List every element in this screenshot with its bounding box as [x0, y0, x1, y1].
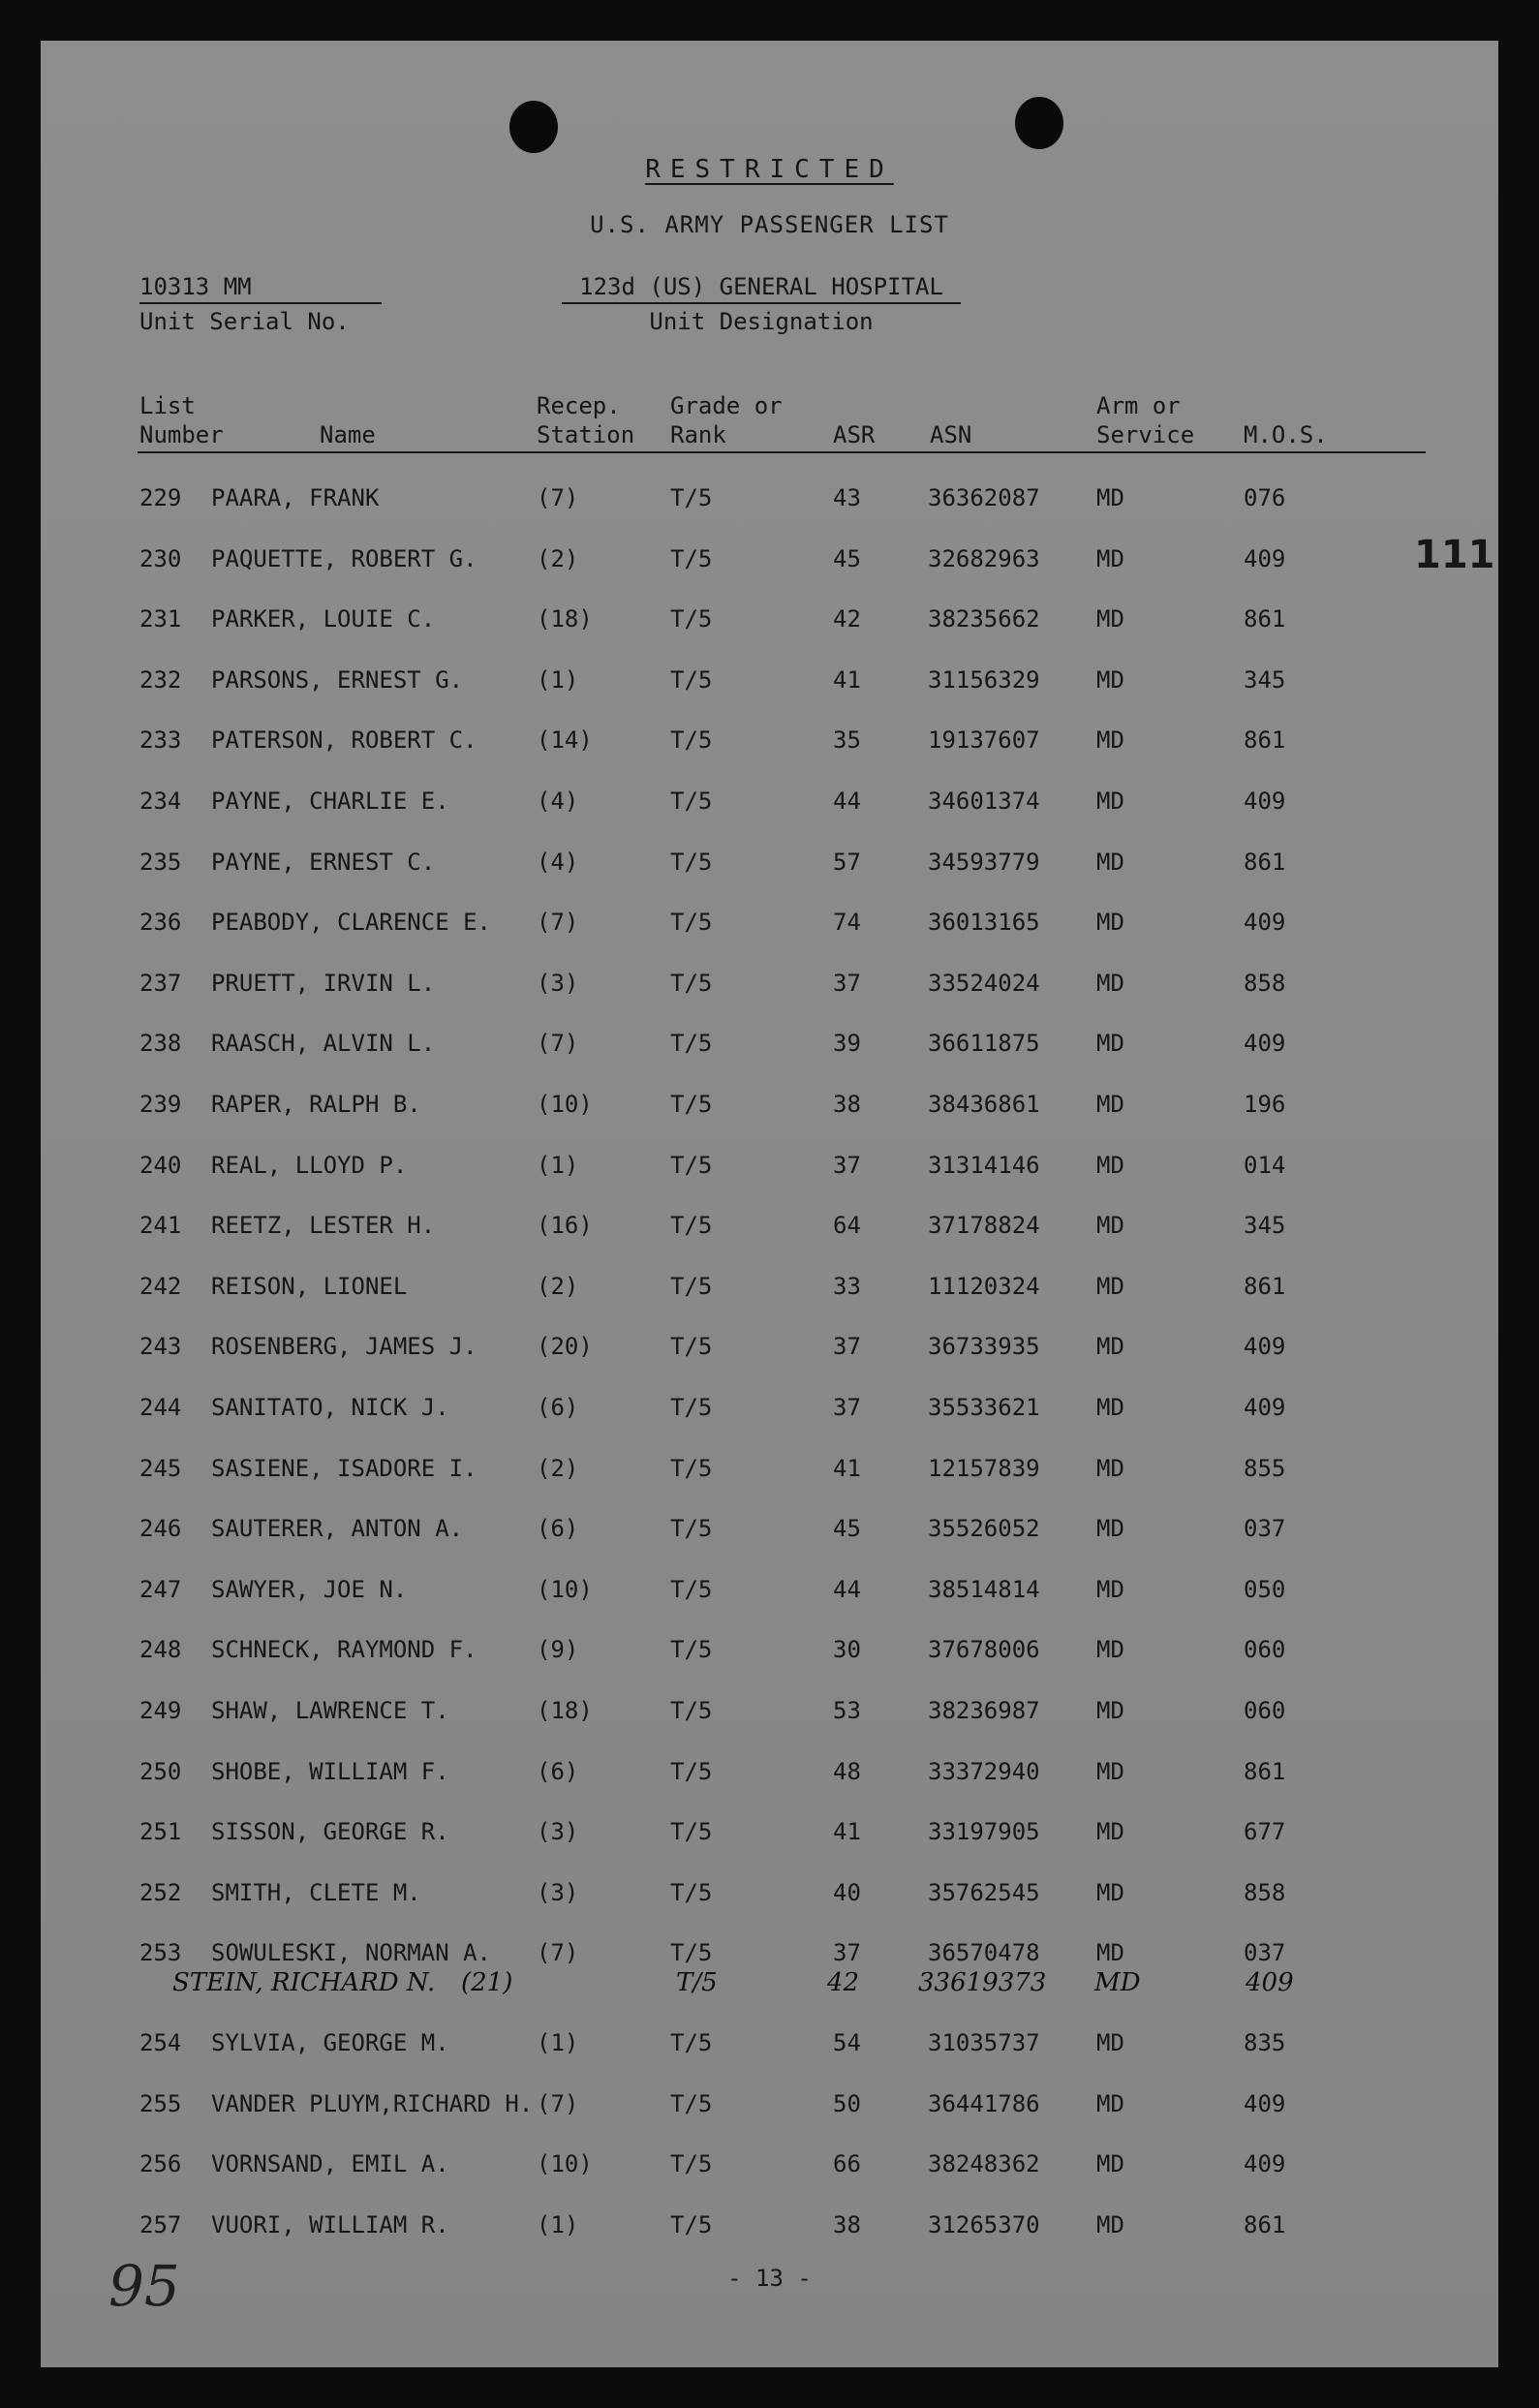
page-number: - 13 - [727, 2265, 812, 2292]
table-row [41, 2029, 1498, 2064]
cell-passenger-name: PRUETT, IRVIN L. [211, 970, 436, 997]
cell-asn: 36362087 [928, 484, 1040, 511]
cell-arm-service: MD [1096, 1091, 1124, 1118]
cell-asn: 36570478 [928, 1939, 1040, 1966]
table-row [41, 1394, 1498, 1429]
unit-designation-label: Unit Designation [649, 308, 874, 335]
cell-mos: 677 [1244, 1818, 1286, 1845]
table-row [41, 2090, 1498, 2125]
cell-passenger-name: PAQUETTE, ROBERT G. [211, 545, 477, 572]
cell-recep-station: (1) [537, 1152, 579, 1179]
cell-asn: 11120324 [928, 1273, 1040, 1300]
cell-mos: 060 [1244, 1697, 1286, 1724]
column-header-asr: ASR [833, 421, 876, 448]
cell-passenger-name: SHAW, LAWRENCE T. [211, 1697, 449, 1724]
cell-grade: T/5 [670, 2150, 713, 2177]
column-header-recep-station: Recep. Station [537, 392, 635, 448]
table-row [41, 2150, 1498, 2185]
cell-list-number: 253 [139, 1939, 182, 1966]
cell-arm-service: MD [1096, 1818, 1124, 1845]
cell-passenger-name: VUORI, WILLIAM R. [211, 2211, 449, 2238]
cell-mos: 345 [1244, 1212, 1286, 1239]
cell-asr: 42 [833, 605, 861, 633]
cell-recep-station: (1) [537, 666, 579, 694]
table-row [41, 1576, 1498, 1611]
cell-grade: T/5 [670, 726, 713, 754]
cell-asr: 53 [833, 1697, 861, 1724]
unit-serial-value: 10313 MM [139, 273, 382, 304]
cell-arm-service: MD [1096, 909, 1124, 936]
cell-mos: 050 [1244, 1576, 1286, 1603]
cell-passenger-name: PAYNE, CHARLIE E. [211, 787, 449, 815]
cell-asn: 35533621 [928, 1394, 1040, 1421]
cell-arm-service: MD [1096, 2211, 1124, 2238]
cell-asr: 43 [833, 484, 861, 511]
cell-asr: 64 [833, 1212, 861, 1239]
handwritten-entry [41, 1968, 1498, 2007]
cell-asn: 35526052 [928, 1515, 1040, 1542]
cell-asr: 66 [833, 2150, 861, 2177]
cell-grade: T/5 [670, 1273, 713, 1300]
cell-arm-service: MD [1096, 1030, 1124, 1057]
handwritten-asr: 42 [827, 1968, 860, 1997]
cell-asr: 37 [833, 1152, 861, 1179]
cell-recep-station: (1) [537, 2029, 579, 2056]
cell-grade: T/5 [670, 1515, 713, 1542]
cell-arm-service: MD [1096, 605, 1124, 633]
table-row [41, 1515, 1498, 1550]
cell-arm-service: MD [1096, 970, 1124, 997]
cell-recep-station: (7) [537, 2090, 579, 2117]
cell-mos: 037 [1244, 1515, 1286, 1542]
column-header-grade: Grade or Rank [670, 392, 783, 448]
cell-recep-station: (6) [537, 1394, 579, 1421]
cell-list-number: 229 [139, 484, 182, 511]
cell-list-number: 234 [139, 787, 182, 815]
cell-asn: 33524024 [928, 970, 1040, 997]
cell-grade: T/5 [670, 1212, 713, 1239]
cell-grade: T/5 [670, 970, 713, 997]
cell-passenger-name: REETZ, LESTER H. [211, 1212, 436, 1239]
cell-passenger-name: SAUTERER, ANTON A. [211, 1515, 464, 1542]
cell-asn: 12157839 [928, 1455, 1040, 1482]
cell-passenger-name: SISSON, GEORGE R. [211, 1818, 449, 1845]
cell-asr: 41 [833, 1455, 861, 1482]
cell-arm-service: MD [1096, 726, 1124, 754]
cell-passenger-name: REISON, LIONEL [211, 1273, 408, 1300]
cell-passenger-name: SYLVIA, GEORGE M. [211, 2029, 449, 2056]
cell-asn: 35762545 [928, 1879, 1040, 1906]
cell-recep-station: (7) [537, 484, 579, 511]
cell-recep-station: (10) [537, 2150, 593, 2177]
table-row [41, 605, 1498, 640]
cell-grade: T/5 [670, 1939, 713, 1966]
cell-arm-service: MD [1096, 1879, 1124, 1906]
cell-passenger-name: PARSONS, ERNEST G. [211, 666, 464, 694]
cell-list-number: 256 [139, 2150, 182, 2177]
cell-mos: 060 [1244, 1636, 1286, 1663]
cell-grade: T/5 [670, 1697, 713, 1724]
cell-asr: 33 [833, 1273, 861, 1300]
cell-asr: 57 [833, 849, 861, 876]
cell-arm-service: MD [1096, 545, 1124, 572]
cell-list-number: 239 [139, 1091, 182, 1118]
cell-arm-service: MD [1096, 1636, 1124, 1663]
cell-grade: T/5 [670, 849, 713, 876]
cell-arm-service: MD [1096, 1152, 1124, 1179]
cell-mos: 014 [1244, 1152, 1286, 1179]
table-row [41, 1273, 1498, 1308]
cell-arm-service: MD [1096, 849, 1124, 876]
handwritten-asn: 33619373 [918, 1968, 1047, 1997]
column-header-asn: ASN [930, 421, 972, 448]
cell-list-number: 257 [139, 2211, 182, 2238]
table-row [41, 1030, 1498, 1065]
cell-passenger-name: SANITATO, NICK J. [211, 1394, 449, 1421]
cell-list-number: 248 [139, 1636, 182, 1663]
cell-asn: 36611875 [928, 1030, 1040, 1057]
cell-recep-station: (7) [537, 909, 579, 936]
table-row [41, 1152, 1498, 1187]
cell-recep-station: (3) [537, 1818, 579, 1845]
cell-passenger-name: SASIENE, ISADORE I. [211, 1455, 477, 1482]
table-row [41, 1818, 1498, 1853]
cell-grade: T/5 [670, 1818, 713, 1845]
cell-passenger-name: RAASCH, ALVIN L. [211, 1030, 436, 1057]
punch-hole [509, 101, 558, 153]
classification-title: RESTRICTED [645, 155, 894, 184]
cell-list-number: 251 [139, 1818, 182, 1845]
cell-asn: 36013165 [928, 909, 1040, 936]
cell-recep-station: (10) [537, 1091, 593, 1118]
cell-asr: 45 [833, 1515, 861, 1542]
cell-list-number: 244 [139, 1394, 182, 1421]
cell-passenger-name: PATERSON, ROBERT C. [211, 726, 477, 754]
cell-asn: 36441786 [928, 2090, 1040, 2117]
cell-grade: T/5 [670, 909, 713, 936]
column-header-list-number: List Number [139, 392, 224, 448]
cell-mos: 409 [1244, 787, 1286, 815]
cell-mos: 861 [1244, 2211, 1286, 2238]
cell-mos: 861 [1244, 1273, 1286, 1300]
cell-asn: 38248362 [928, 2150, 1040, 2177]
cell-asr: 38 [833, 1091, 861, 1118]
table-row [41, 1333, 1498, 1368]
cell-list-number: 240 [139, 1152, 182, 1179]
cell-arm-service: MD [1096, 1273, 1124, 1300]
unit-serial-label: Unit Serial No. [139, 308, 350, 335]
column-header-mos: M.O.S. [1244, 421, 1328, 448]
cell-asr: 48 [833, 1758, 861, 1785]
cell-grade: T/5 [670, 666, 713, 694]
punch-hole [1015, 97, 1063, 149]
cell-asr: 35 [833, 726, 861, 754]
cell-passenger-name: PARKER, LOUIE C. [211, 605, 436, 633]
unit-serial-block [139, 273, 382, 335]
list-title: U.S. ARMY PASSENGER LIST [590, 211, 949, 238]
cell-asn: 31265370 [928, 2211, 1040, 2238]
cell-asr: 54 [833, 2029, 861, 2056]
cell-recep-station: (9) [537, 1636, 579, 1663]
handwritten-margin-note: 95 [108, 2253, 180, 2319]
cell-grade: T/5 [670, 1455, 713, 1482]
cell-list-number: 250 [139, 1758, 182, 1785]
document-page [41, 41, 1498, 2367]
cell-list-number: 242 [139, 1273, 182, 1300]
cell-asr: 38 [833, 2211, 861, 2238]
cell-list-number: 238 [139, 1030, 182, 1057]
cell-list-number: 230 [139, 545, 182, 572]
table-row [41, 1212, 1498, 1247]
cell-asr: 44 [833, 787, 861, 815]
cell-grade: T/5 [670, 1091, 713, 1118]
cell-mos: 861 [1244, 726, 1286, 754]
cell-asn: 34601374 [928, 787, 1040, 815]
cell-list-number: 247 [139, 1576, 182, 1603]
cell-recep-station: (4) [537, 787, 579, 815]
cell-asn: 38236987 [928, 1697, 1040, 1724]
cell-passenger-name: PEABODY, CLARENCE E. [211, 909, 491, 936]
cell-grade: T/5 [670, 2211, 713, 2238]
cell-asn: 38514814 [928, 1576, 1040, 1603]
cell-grade: T/5 [670, 2029, 713, 2056]
cell-arm-service: MD [1096, 666, 1124, 694]
cell-recep-station: (18) [537, 1697, 593, 1724]
cell-asr: 37 [833, 1394, 861, 1421]
cell-mos: 409 [1244, 909, 1286, 936]
cell-recep-station: (10) [537, 1576, 593, 1603]
table-row [41, 1697, 1498, 1732]
cell-mos: 861 [1244, 1758, 1286, 1785]
cell-asn: 34593779 [928, 849, 1040, 876]
cell-mos: 409 [1244, 1030, 1286, 1057]
table-row [41, 726, 1498, 761]
cell-list-number: 243 [139, 1333, 182, 1360]
cell-recep-station: (16) [537, 1212, 593, 1239]
cell-grade: T/5 [670, 1879, 713, 1906]
cell-asr: 44 [833, 1576, 861, 1603]
cell-asr: 40 [833, 1879, 861, 1906]
table-row [41, 1455, 1498, 1490]
table-row [41, 909, 1498, 943]
cell-arm-service: MD [1096, 1212, 1124, 1239]
cell-recep-station: (2) [537, 545, 579, 572]
cell-list-number: 241 [139, 1212, 182, 1239]
handwritten-mos: 409 [1246, 1968, 1294, 1997]
cell-asn: 32682963 [928, 545, 1040, 572]
cell-recep-station: (2) [537, 1273, 579, 1300]
cell-passenger-name: SOWULESKI, NORMAN A. [211, 1939, 491, 1966]
cell-mos: 409 [1244, 1333, 1286, 1360]
cell-passenger-name: SHOBE, WILLIAM F. [211, 1758, 449, 1785]
cell-list-number: 252 [139, 1879, 182, 1906]
cell-asn: 33197905 [928, 1818, 1040, 1845]
cell-asn: 31156329 [928, 666, 1040, 694]
cell-recep-station: (2) [537, 1455, 579, 1482]
cell-asr: 74 [833, 909, 861, 936]
cell-asn: 38436861 [928, 1091, 1040, 1118]
cell-mos: 861 [1244, 849, 1286, 876]
table-row [41, 849, 1498, 883]
table-row [41, 787, 1498, 822]
cell-passenger-name: PAYNE, ERNEST C. [211, 849, 436, 876]
cell-list-number: 231 [139, 605, 182, 633]
table-row [41, 484, 1498, 519]
cell-list-number: 254 [139, 2029, 182, 2056]
cell-list-number: 235 [139, 849, 182, 876]
cell-recep-station: (7) [537, 1030, 579, 1057]
cell-arm-service: MD [1096, 484, 1124, 511]
cell-grade: T/5 [670, 1576, 713, 1603]
cell-passenger-name: SAWYER, JOE N. [211, 1576, 408, 1603]
cell-arm-service: MD [1096, 1515, 1124, 1542]
table-row [41, 545, 1498, 580]
cell-asn: 19137607 [928, 726, 1040, 754]
cell-recep-station: (18) [537, 605, 593, 633]
table-row [41, 970, 1498, 1004]
cell-recep-station: (20) [537, 1333, 593, 1360]
stamp-number: 111 [1414, 533, 1495, 577]
cell-passenger-name: ROSENBERG, JAMES J. [211, 1333, 477, 1360]
cell-list-number: 249 [139, 1697, 182, 1724]
cell-mos: 076 [1244, 484, 1286, 511]
cell-list-number: 236 [139, 909, 182, 936]
cell-asr: 37 [833, 970, 861, 997]
cell-mos: 855 [1244, 1455, 1286, 1482]
cell-recep-station: (6) [537, 1758, 579, 1785]
handwritten-arm: MD [1094, 1968, 1141, 1997]
cell-asr: 30 [833, 1636, 861, 1663]
cell-mos: 345 [1244, 666, 1286, 694]
table-row [41, 666, 1498, 701]
cell-asr: 37 [833, 1939, 861, 1966]
cell-passenger-name: VORNSAND, EMIL A. [211, 2150, 449, 2177]
cell-asr: 37 [833, 1333, 861, 1360]
table-row [41, 1758, 1498, 1793]
cell-mos: 861 [1244, 605, 1286, 633]
cell-list-number: 232 [139, 666, 182, 694]
cell-arm-service: MD [1096, 1333, 1124, 1360]
cell-arm-service: MD [1096, 1939, 1124, 1966]
cell-grade: T/5 [670, 1394, 713, 1421]
cell-list-number: 246 [139, 1515, 182, 1542]
cell-grade: T/5 [670, 1030, 713, 1057]
cell-arm-service: MD [1096, 1576, 1124, 1603]
handwritten-grade: T/5 [676, 1968, 718, 1997]
table-row [41, 1879, 1498, 1914]
cell-recep-station: (1) [537, 2211, 579, 2238]
cell-asn: 31314146 [928, 1152, 1040, 1179]
cell-arm-service: MD [1096, 787, 1124, 815]
header-divider [138, 451, 1426, 453]
cell-arm-service: MD [1096, 1697, 1124, 1724]
cell-grade: T/5 [670, 605, 713, 633]
unit-designation-block [562, 273, 961, 335]
cell-arm-service: MD [1096, 2029, 1124, 2056]
cell-list-number: 255 [139, 2090, 182, 2117]
cell-arm-service: MD [1096, 1394, 1124, 1421]
table-row [41, 1091, 1498, 1126]
cell-asr: 39 [833, 1030, 861, 1057]
cell-arm-service: MD [1096, 1758, 1124, 1785]
cell-mos: 196 [1244, 1091, 1286, 1118]
cell-asn: 36733935 [928, 1333, 1040, 1360]
cell-recep-station: (3) [537, 970, 579, 997]
cell-asr: 50 [833, 2090, 861, 2117]
cell-grade: T/5 [670, 2090, 713, 2117]
cell-arm-service: MD [1096, 1455, 1124, 1482]
cell-mos: 409 [1244, 2150, 1286, 2177]
handwritten-recep: (21) [461, 1968, 513, 1997]
cell-list-number: 237 [139, 970, 182, 997]
cell-grade: T/5 [670, 787, 713, 815]
cell-mos: 858 [1244, 970, 1286, 997]
cell-mos: 409 [1244, 545, 1286, 572]
cell-asr: 45 [833, 545, 861, 572]
cell-recep-station: (3) [537, 1879, 579, 1906]
cell-asn: 37678006 [928, 1636, 1040, 1663]
cell-arm-service: MD [1096, 2090, 1124, 2117]
cell-mos: 858 [1244, 1879, 1286, 1906]
table-row [41, 1636, 1498, 1671]
cell-asn: 37178824 [928, 1212, 1040, 1239]
cell-list-number: 233 [139, 726, 182, 754]
cell-asn: 38235662 [928, 605, 1040, 633]
cell-mos: 037 [1244, 1939, 1286, 1966]
cell-asn: 31035737 [928, 2029, 1040, 2056]
cell-recep-station: (7) [537, 1939, 579, 1966]
cell-recep-station: (6) [537, 1515, 579, 1542]
cell-passenger-name: SCHNECK, RAYMOND F. [211, 1636, 477, 1663]
handwritten-name: STEIN, RICHARD N. [172, 1968, 436, 1997]
cell-grade: T/5 [670, 1758, 713, 1785]
cell-mos: 409 [1244, 2090, 1286, 2117]
cell-arm-service: MD [1096, 2150, 1124, 2177]
cell-mos: 409 [1244, 1394, 1286, 1421]
cell-asr: 41 [833, 1818, 861, 1845]
cell-passenger-name: RAPER, RALPH B. [211, 1091, 421, 1118]
column-header-arm-service: Arm or Service [1096, 392, 1195, 448]
cell-grade: T/5 [670, 545, 713, 572]
cell-passenger-name: SMITH, CLETE M. [211, 1879, 421, 1906]
cell-passenger-name: PAARA, FRANK [211, 484, 380, 511]
cell-grade: T/5 [670, 484, 713, 511]
cell-grade: T/5 [670, 1333, 713, 1360]
cell-passenger-name: REAL, LLOYD P. [211, 1152, 408, 1179]
table-row [41, 2211, 1498, 2246]
cell-mos: 835 [1244, 2029, 1286, 2056]
unit-designation-value: 123d (US) GENERAL HOSPITAL [562, 273, 961, 304]
cell-recep-station: (4) [537, 849, 579, 876]
cell-grade: T/5 [670, 1636, 713, 1663]
column-header-name: Name [320, 421, 376, 448]
cell-asn: 33372940 [928, 1758, 1040, 1785]
cell-recep-station: (14) [537, 726, 593, 754]
cell-grade: T/5 [670, 1152, 713, 1179]
cell-list-number: 245 [139, 1455, 182, 1482]
cell-passenger-name: VANDER PLUYM,RICHARD H. [211, 2090, 534, 2117]
cell-asr: 41 [833, 666, 861, 694]
